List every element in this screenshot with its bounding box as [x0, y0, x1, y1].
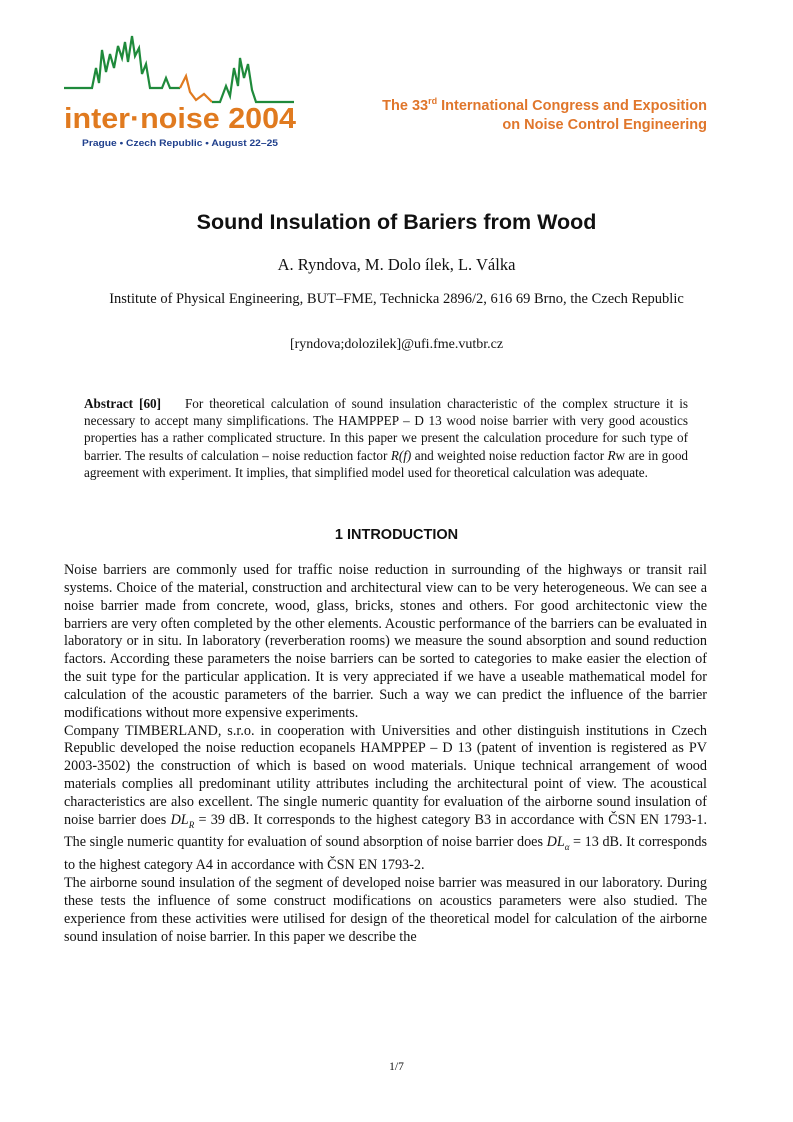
- paper-email: [ryndova;dolozilek]@ufi.fme.vutbr.cz: [289, 337, 504, 352]
- paragraph: The airborne sound insulation of the segment of developed noise barrier was measured in our laboratory. During these tests the influence of some construct modifications on acoustics parameters were also studied. The experience from these activities were utilised for design of the theoretical model for calculation of the airborne sound insulation of noise barrier. In this paper we describe the: [64, 875, 707, 945]
- conference-logo: [62, 28, 302, 153]
- paragraph: Noise barriers are commonly used for traffic noise reduction in surrounding of the highways or transit rail systems. Choice of the material, construction and architectural view can to be very heterogeneous. We can see a noise barrier made from concrete, wood, glass, bricks, stones and others. For good architectonic view the barriers are very often completed by the other elements. Acoustic performance of the barriers can be evaluated in laboratory or in situ. In laboratory (reverberation rooms) we measure the sound absorption and sound reduction factors. According these parameters the noise barriers can be sorted to categories to make easier the election of the suit type for the particular application. It is very appreciated if we have a useable mathematical model for calculation of the acoustic parameters of the barrier. Such a way we can predict the influence of the barrier modifications without more expensive experiments.: [64, 562, 707, 721]
- logo-graphic: [62, 28, 302, 153]
- conference-title-line2: on Noise Control Engineering: [502, 117, 707, 133]
- conference-title-line1: The 33rd International Congress and Exposition: [382, 96, 707, 114]
- logo-waveform-orange: [180, 76, 212, 102]
- logo-wordmark: inter·noise 2004: [64, 103, 296, 135]
- paragraph: Company TIMBERLAND, s.r.o. in cooperation with Universities and other distinguish institutions in Czech Republic developed the noise reduction ecopanels HAMPPEP – D 13 (patent of invention is registered as PV 2003-3502) the construction of which is based on wood materials. Unique technical arrangement of wood materials complies all predominant utility attributes including the architectural point of view. The acoustical characteristics are also excellent. The single numeric quantity for evaluation of the airborne sound insulation of noise barrier does $DL_R = 39$ dB. It corresponds to the highest category B3 in accordance with ČSN EN 1793-1. The single numeric quantity for evaluation of sound absorption of noise barrier does $DL_\alpha = 13$ dB. It corresponds to the highest category A4 in accordance with ČSN EN 1793-2.: [64, 722, 708, 874]
- body-text: [64, 562, 707, 946]
- logo-waveform-green-right: [212, 58, 294, 102]
- paper-institute: Institute of Physical Engineering, BUT–FME, Technicka 2896/2, 616 69 Brno, the Czech Republic: [109, 291, 684, 307]
- paper-authors: A. Ryndova, M. Dolo ílek, L. Válka: [277, 255, 516, 274]
- page-number: 1/7: [389, 1061, 404, 1073]
- logo-subline: Prague • Czech Republic • August 22–25: [82, 138, 279, 149]
- section-heading: 1 INTRODUCTION: [334, 527, 459, 543]
- logo-waveform-green: [64, 36, 180, 88]
- abstract-label: Abstract [60]: [84, 396, 162, 411]
- paper-title: Sound Insulation of Bariers from Wood: [196, 210, 597, 234]
- abstract: Abstract [60] For theoretical calculation of sound insulation characteristic of the complex structure it is necessary to accept many simplifications. The HAMPPEP – D 13 wood noise barrier with very good acoustics properties has a rather complicated structure. In this paper we present the calculation procedure for such type of barrier. The results of calculation – noise reduction factor R(f) and weighted noise reduction factor Rw are in good agreement with experiment. It implies, that simplified model used for theoretical calculation was adequate.: [84, 396, 689, 480]
